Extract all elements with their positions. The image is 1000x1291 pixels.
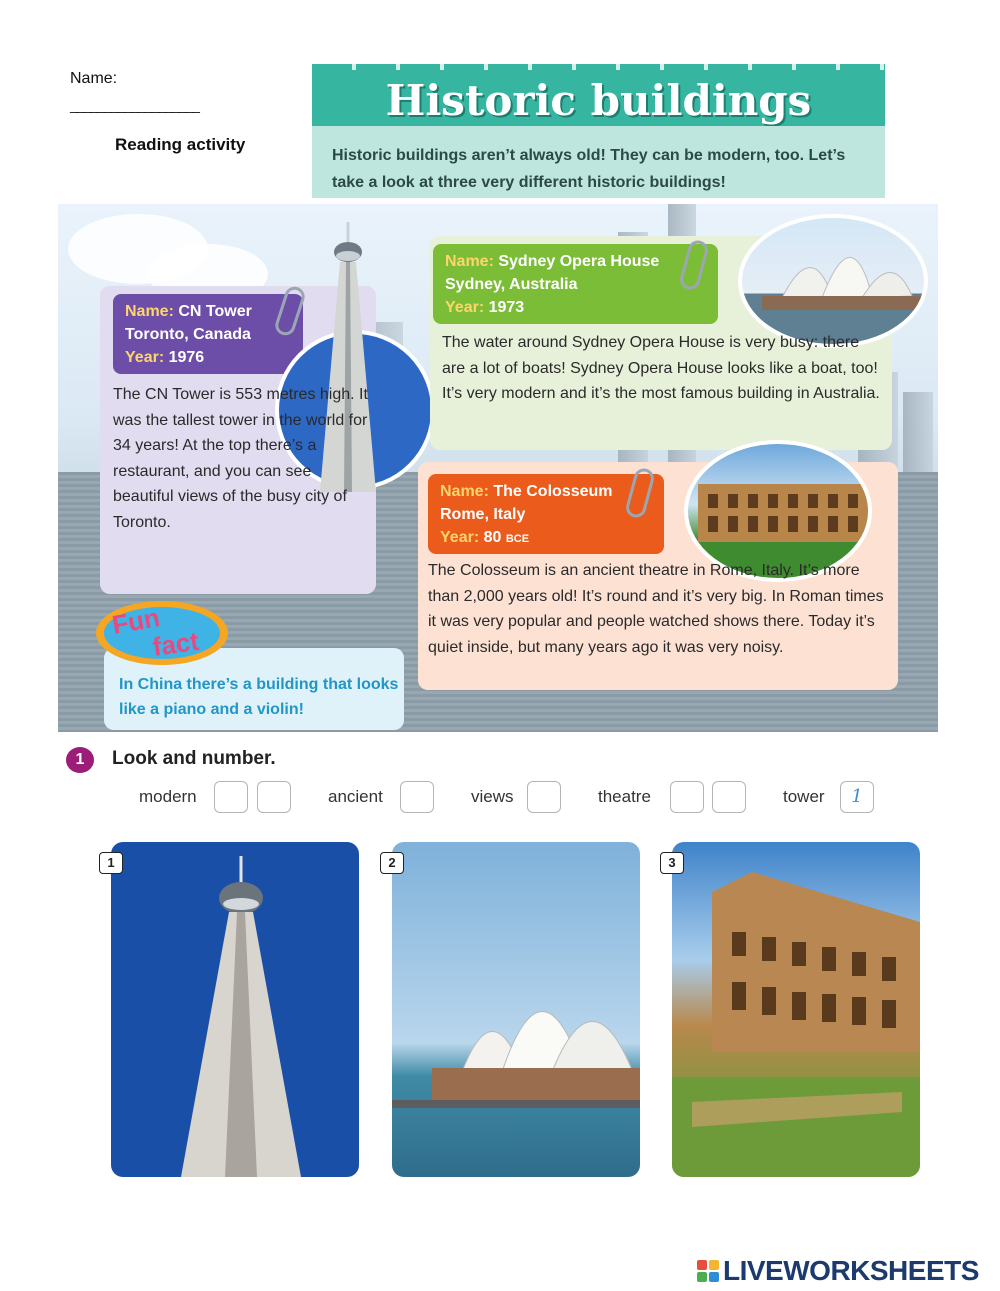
intro-banner [312,126,885,198]
name-field[interactable]: ___________________ [70,97,199,113]
fun-fact-badge [92,598,232,668]
intro-text: Historic buildings aren’t always old! They can be modern, too. Let’s take a look at three very different historic buildings! [332,147,846,191]
word-modern: modern [139,787,197,806]
photo-number-1: 1 [99,852,123,874]
colosseum-description: The Colosseum is an ancient theatre in Rome, Italy. It’s more than 2,000 years old! It’s round and it’s very big. In Roman times it was very popular and people watched shows there. Today it’s quiet inside, but many years ago it was very noisy. [428,562,884,656]
opera-house-photo-illustration [392,842,640,1177]
logo-icon [697,1260,719,1282]
building-name: The Colosseum [493,483,613,500]
answer-box-modern-2[interactable] [257,781,291,813]
cn-tower-description: The CN Tower is 553 metres high. It was the tallest tower in the world for 34 years! At the top there’s a restaurant, and you can see beautiful views of the busy city of Toronto. [113,386,368,531]
building-year: 1976 [168,349,205,366]
name-key: Name: [445,253,494,270]
year-key: Year: [440,529,480,546]
answer-box-views[interactable] [527,781,561,813]
name-key: Name: [125,303,174,320]
year-key: Year: [125,349,165,366]
activity-label: Reading activity [115,135,246,154]
fun-fact-word-1: Fun [109,602,162,640]
photo-colosseum [672,842,920,1177]
building-name: CN Tower [178,303,252,320]
photo-sydney-opera-house [392,842,640,1177]
name-key: Name: [440,483,489,500]
sydney-opera-house-photo [738,214,928,348]
photo-number-3: 3 [660,852,684,874]
exercise-title: Look and number. [112,748,276,769]
year-key: Year: [445,299,485,316]
photo-cn-tower [111,842,359,1177]
era-label: BCE [505,533,530,545]
answer-box-theatre-1[interactable] [670,781,704,813]
cn-tower-photo-illustration [111,842,359,1177]
skyscraper-shape [903,392,933,482]
answer-box-ancient[interactable] [400,781,434,813]
banner-decoration [312,60,885,70]
word-views: views [471,787,514,806]
answer-box-tower[interactable]: 1 [840,781,874,813]
building-location: Sydney, Australia [445,276,578,293]
fun-fact-word-2: fact [150,625,201,662]
liveworksheets-logo [697,1256,979,1286]
sydney-description: The water around Sydney Opera House is very busy: there are a lot of boats! Sydney Opera House looks like a boat, too! It’s very modern and it’s the most famous building in Australia. [442,334,880,402]
word-tower: tower [783,787,825,806]
photo-number-2: 2 [380,852,404,874]
name-label: Name: [70,70,118,87]
title-banner [312,64,885,126]
fun-fact-text: In China there’s a building that looks like a piano and a violin! [119,676,399,718]
sydney-tag [433,244,718,324]
logo-text: LIVEWORKSHEETS [723,1255,979,1286]
answer-box-theatre-2[interactable] [712,781,746,813]
answer-box-modern-1[interactable] [214,781,248,813]
building-location: Rome, Italy [440,506,526,523]
exercise-number: 1 [66,747,94,773]
page-title: Historic buildings [385,76,812,125]
cn-tower-tag [113,294,303,374]
building-name: Sydney Opera House [498,253,660,270]
building-location: Toronto, Canada [125,326,251,343]
building-year: 1973 [488,299,525,316]
word-theatre: theatre [598,787,651,806]
building-year: 80 [483,529,502,546]
colosseum-photo-illustration [672,842,920,1177]
word-ancient: ancient [328,787,383,806]
